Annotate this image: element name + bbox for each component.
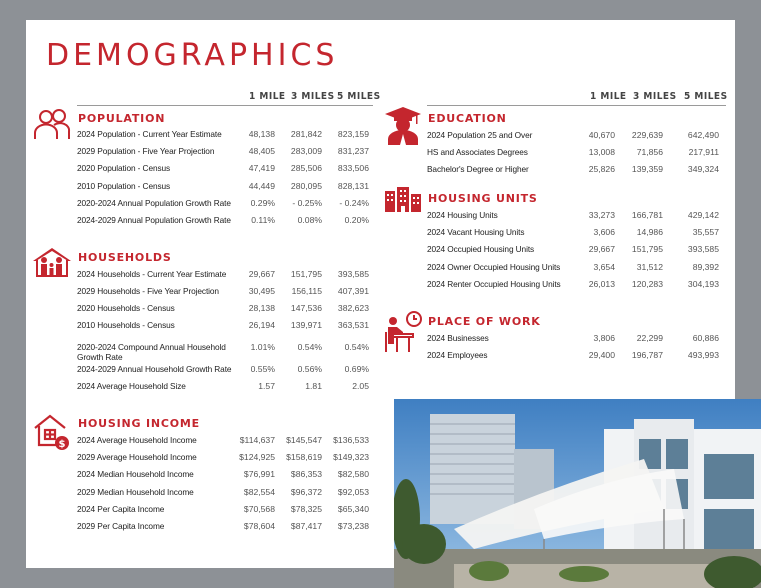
table-cell-value: $96,372 bbox=[290, 486, 322, 497]
table-cell-value: 33,273 bbox=[588, 210, 615, 220]
house-dollar-icon bbox=[32, 412, 72, 452]
table-cell-value: 13,008 bbox=[588, 147, 615, 158]
row-label-text: 2024 Businesses bbox=[427, 333, 489, 343]
row-label-text: 2024 Average Household Size bbox=[77, 381, 186, 391]
row-label-text: 2024 Employees bbox=[427, 350, 488, 361]
table-cell-value: 382,623 bbox=[337, 303, 369, 313]
table-cell-value: 29,667 bbox=[588, 244, 615, 255]
table-cell-value: 0.08% bbox=[297, 215, 322, 225]
table-cell-value: - 0.25% bbox=[292, 197, 322, 208]
table-cell-value: 828,131 bbox=[337, 180, 369, 191]
row-label-text: 2029 Households - Five Year Projection bbox=[77, 286, 219, 296]
table-cell-value: 0.56% bbox=[297, 364, 322, 374]
table-cell-value: 0.54% bbox=[344, 342, 369, 352]
table-cell-value: $114,637 bbox=[239, 435, 275, 445]
table-cell-value: 26,013 bbox=[588, 278, 615, 289]
row-label-text: 2029 Median Household Income bbox=[77, 486, 194, 497]
table-cell-value: $82,580 bbox=[337, 469, 369, 480]
table-cell-value: 393,585 bbox=[687, 244, 719, 255]
table-cell-value: 31,512 bbox=[636, 261, 663, 272]
row-label-text: 2020 Households - Census bbox=[77, 303, 175, 313]
table-cell-value: 280,095 bbox=[290, 180, 322, 191]
row-label-text: 2024 Population 25 and Over bbox=[427, 130, 533, 140]
table-cell-value: 0.11% bbox=[251, 215, 275, 225]
table-cell-value: 48,405 bbox=[248, 146, 275, 157]
row-label-text: HS and Associates Degrees bbox=[427, 147, 528, 158]
table-cell-value: $70,568 bbox=[243, 503, 275, 514]
table-cell-value: $124,925 bbox=[239, 452, 275, 463]
table-cell-value: 71,856 bbox=[636, 147, 663, 158]
table-cell-value: 3,654 bbox=[593, 261, 615, 272]
table-cell-value: 151,795 bbox=[290, 269, 322, 279]
table-cell-value: $158,619 bbox=[286, 452, 322, 463]
table-cell-value: 139,359 bbox=[631, 164, 663, 175]
table-cell-value: 281,842 bbox=[290, 129, 322, 139]
row-label-text: 2024 Average Household Income bbox=[77, 435, 197, 445]
table-cell-value: 30,495 bbox=[248, 286, 275, 296]
table-cell-value: 393,585 bbox=[337, 269, 369, 279]
table-cell-value: 22,299 bbox=[636, 333, 663, 343]
row-label-text: 2024 Housing Units bbox=[427, 210, 498, 220]
table-cell-value: 349,324 bbox=[687, 164, 719, 175]
table-cell-value: 217,911 bbox=[688, 147, 719, 158]
family-house-icon bbox=[32, 247, 72, 277]
table-cell-value: 283,009 bbox=[290, 146, 322, 157]
table-cell-value: 229,639 bbox=[631, 130, 663, 140]
buildings-icon bbox=[383, 185, 423, 213]
table-cell-value: 2.05 bbox=[352, 381, 369, 391]
table-cell-value: 3,806 bbox=[593, 333, 615, 343]
left-col-3miles: 3 MILES bbox=[291, 91, 335, 102]
housing-units-title: HOUSING UNITS bbox=[428, 192, 538, 205]
left-col-5miles: 5 MILES bbox=[337, 91, 381, 102]
table-cell-value: 120,283 bbox=[631, 278, 663, 289]
table-cell-value: 40,670 bbox=[588, 130, 615, 140]
left-col-1mile: 1 MILE bbox=[249, 91, 286, 102]
table-cell-value: 156,115 bbox=[291, 286, 322, 296]
table-cell-value: 1.01% bbox=[250, 342, 275, 352]
table-cell-value: 26,194 bbox=[248, 320, 275, 330]
people-icon bbox=[32, 107, 72, 141]
table-cell-value: 429,142 bbox=[687, 210, 719, 220]
right-col-1mile: 1 MILE bbox=[590, 91, 627, 102]
table-cell-value: 166,781 bbox=[631, 210, 663, 220]
table-cell-value: 831,237 bbox=[337, 146, 369, 157]
row-label-text: 2029 Population - Five Year Projection bbox=[77, 146, 215, 157]
table-cell-value: 29,667 bbox=[248, 269, 275, 279]
row-label-text: 2024-2029 Annual Population Growth Rate bbox=[77, 215, 231, 225]
right-col-5miles: 5 MILES bbox=[684, 91, 728, 102]
table-cell-value: 363,531 bbox=[337, 320, 369, 330]
table-cell-value: 0.54% bbox=[297, 342, 322, 352]
row-label-text: 2024 Median Household Income bbox=[77, 469, 194, 480]
right-col-3miles: 3 MILES bbox=[633, 91, 677, 102]
table-cell-value: 44,449 bbox=[248, 180, 275, 191]
row-label-text: 2020 Population - Census bbox=[77, 163, 171, 174]
worker-desk-icon bbox=[383, 310, 425, 354]
row-label-text: 2020-2024 Annual Population Growth Rate bbox=[77, 197, 231, 208]
housing-income-title: HOUSING INCOME bbox=[78, 417, 200, 430]
table-cell-value: $76,991 bbox=[243, 469, 275, 480]
row-label-text: 2024 Per Capita Income bbox=[77, 503, 165, 514]
table-cell-value: $82,554 bbox=[243, 486, 275, 497]
table-cell-value: $87,417 bbox=[290, 521, 322, 531]
table-cell-value: 196,787 bbox=[631, 350, 663, 361]
row-label-text: 2020-2024 Compound Annual Household Growth Rate bbox=[77, 342, 226, 362]
table-cell-value: $78,604 bbox=[243, 521, 275, 531]
table-cell-value: 0.69% bbox=[344, 364, 369, 374]
row-label-text: 2024 Population - Current Year Estimate bbox=[77, 129, 222, 139]
table-cell-value: 89,392 bbox=[692, 261, 719, 272]
row-label-text: 2010 Households - Census bbox=[77, 320, 175, 330]
table-cell-value: $92,053 bbox=[337, 486, 369, 497]
table-cell-value: $145,547 bbox=[286, 435, 322, 445]
place-of-work-title: PLACE OF WORK bbox=[428, 315, 541, 328]
education-title: EDUCATION bbox=[428, 112, 507, 125]
table-cell-value: 0.29% bbox=[250, 197, 275, 208]
row-label-text: 2024 Households - Current Year Estimate bbox=[77, 269, 227, 279]
table-cell-value: 3,606 bbox=[593, 227, 615, 238]
households-title: HOUSEHOLDS bbox=[78, 251, 172, 264]
table-cell-value: 47,419 bbox=[248, 163, 275, 174]
row-label-text: Bachelor's Degree or Higher bbox=[427, 164, 529, 175]
table-cell-value: - 0.24% bbox=[339, 197, 369, 208]
table-cell-value: 35,557 bbox=[692, 227, 719, 238]
table-cell-value: 1.81 bbox=[305, 381, 322, 391]
right-header-rule bbox=[427, 105, 726, 106]
table-cell-value: 642,490 bbox=[687, 130, 719, 140]
table-cell-value: $149,323 bbox=[333, 452, 369, 463]
row-label-text: 2024 Vacant Housing Units bbox=[427, 227, 525, 238]
table-cell-value: 14,986 bbox=[636, 227, 663, 238]
left-header-rule bbox=[77, 105, 373, 106]
row-label-text: 2029 Average Household Income bbox=[77, 452, 197, 463]
table-cell-value: 0.55% bbox=[250, 364, 275, 374]
table-cell-value: 147,536 bbox=[290, 303, 322, 313]
table-cell-value: $136,533 bbox=[333, 435, 369, 445]
row-label-text: 2024 Owner Occupied Housing Units bbox=[427, 261, 561, 272]
table-cell-value: 304,193 bbox=[687, 278, 719, 289]
table-cell-value: $78,325 bbox=[290, 503, 322, 514]
row-label-text: 2024 Occupied Housing Units bbox=[427, 244, 535, 255]
table-cell-value: $65,340 bbox=[337, 503, 369, 514]
table-cell-value: 833,506 bbox=[337, 163, 369, 174]
table-cell-value: 25,826 bbox=[588, 164, 615, 175]
table-cell-value: 823,159 bbox=[337, 129, 369, 139]
table-cell-value: 139,971 bbox=[290, 320, 322, 330]
row-label-text: 2024 Renter Occupied Housing Units bbox=[427, 278, 561, 289]
table-cell-value: 0.20% bbox=[344, 215, 369, 225]
table-cell-value: $86,353 bbox=[290, 469, 322, 480]
page-title: DEMOGRAPHICS bbox=[46, 38, 339, 73]
graduate-icon bbox=[383, 106, 423, 146]
row-label-text: 2024-2029 Annual Household Growth Rate bbox=[77, 364, 232, 374]
table-cell-value: 407,391 bbox=[337, 286, 369, 296]
population-title: POPULATION bbox=[78, 112, 166, 125]
table-cell-value: 493,993 bbox=[687, 350, 719, 361]
table-cell-value: 1.57 bbox=[258, 381, 275, 391]
table-cell-value: 285,506 bbox=[290, 163, 322, 174]
table-cell-value: 29,400 bbox=[588, 350, 615, 361]
building-exterior-photo bbox=[394, 399, 761, 588]
table-cell-value: 28,138 bbox=[248, 303, 275, 313]
row-label-text: 2010 Population - Census bbox=[77, 180, 171, 191]
table-cell-value: 60,886 bbox=[692, 333, 719, 343]
table-cell-value: 48,138 bbox=[248, 129, 275, 139]
table-cell-value: $73,238 bbox=[337, 521, 369, 531]
table-cell-value: 151,795 bbox=[631, 244, 663, 255]
row-label-text: 2029 Per Capita Income bbox=[77, 521, 165, 531]
svg-text:$: $ bbox=[58, 439, 66, 450]
